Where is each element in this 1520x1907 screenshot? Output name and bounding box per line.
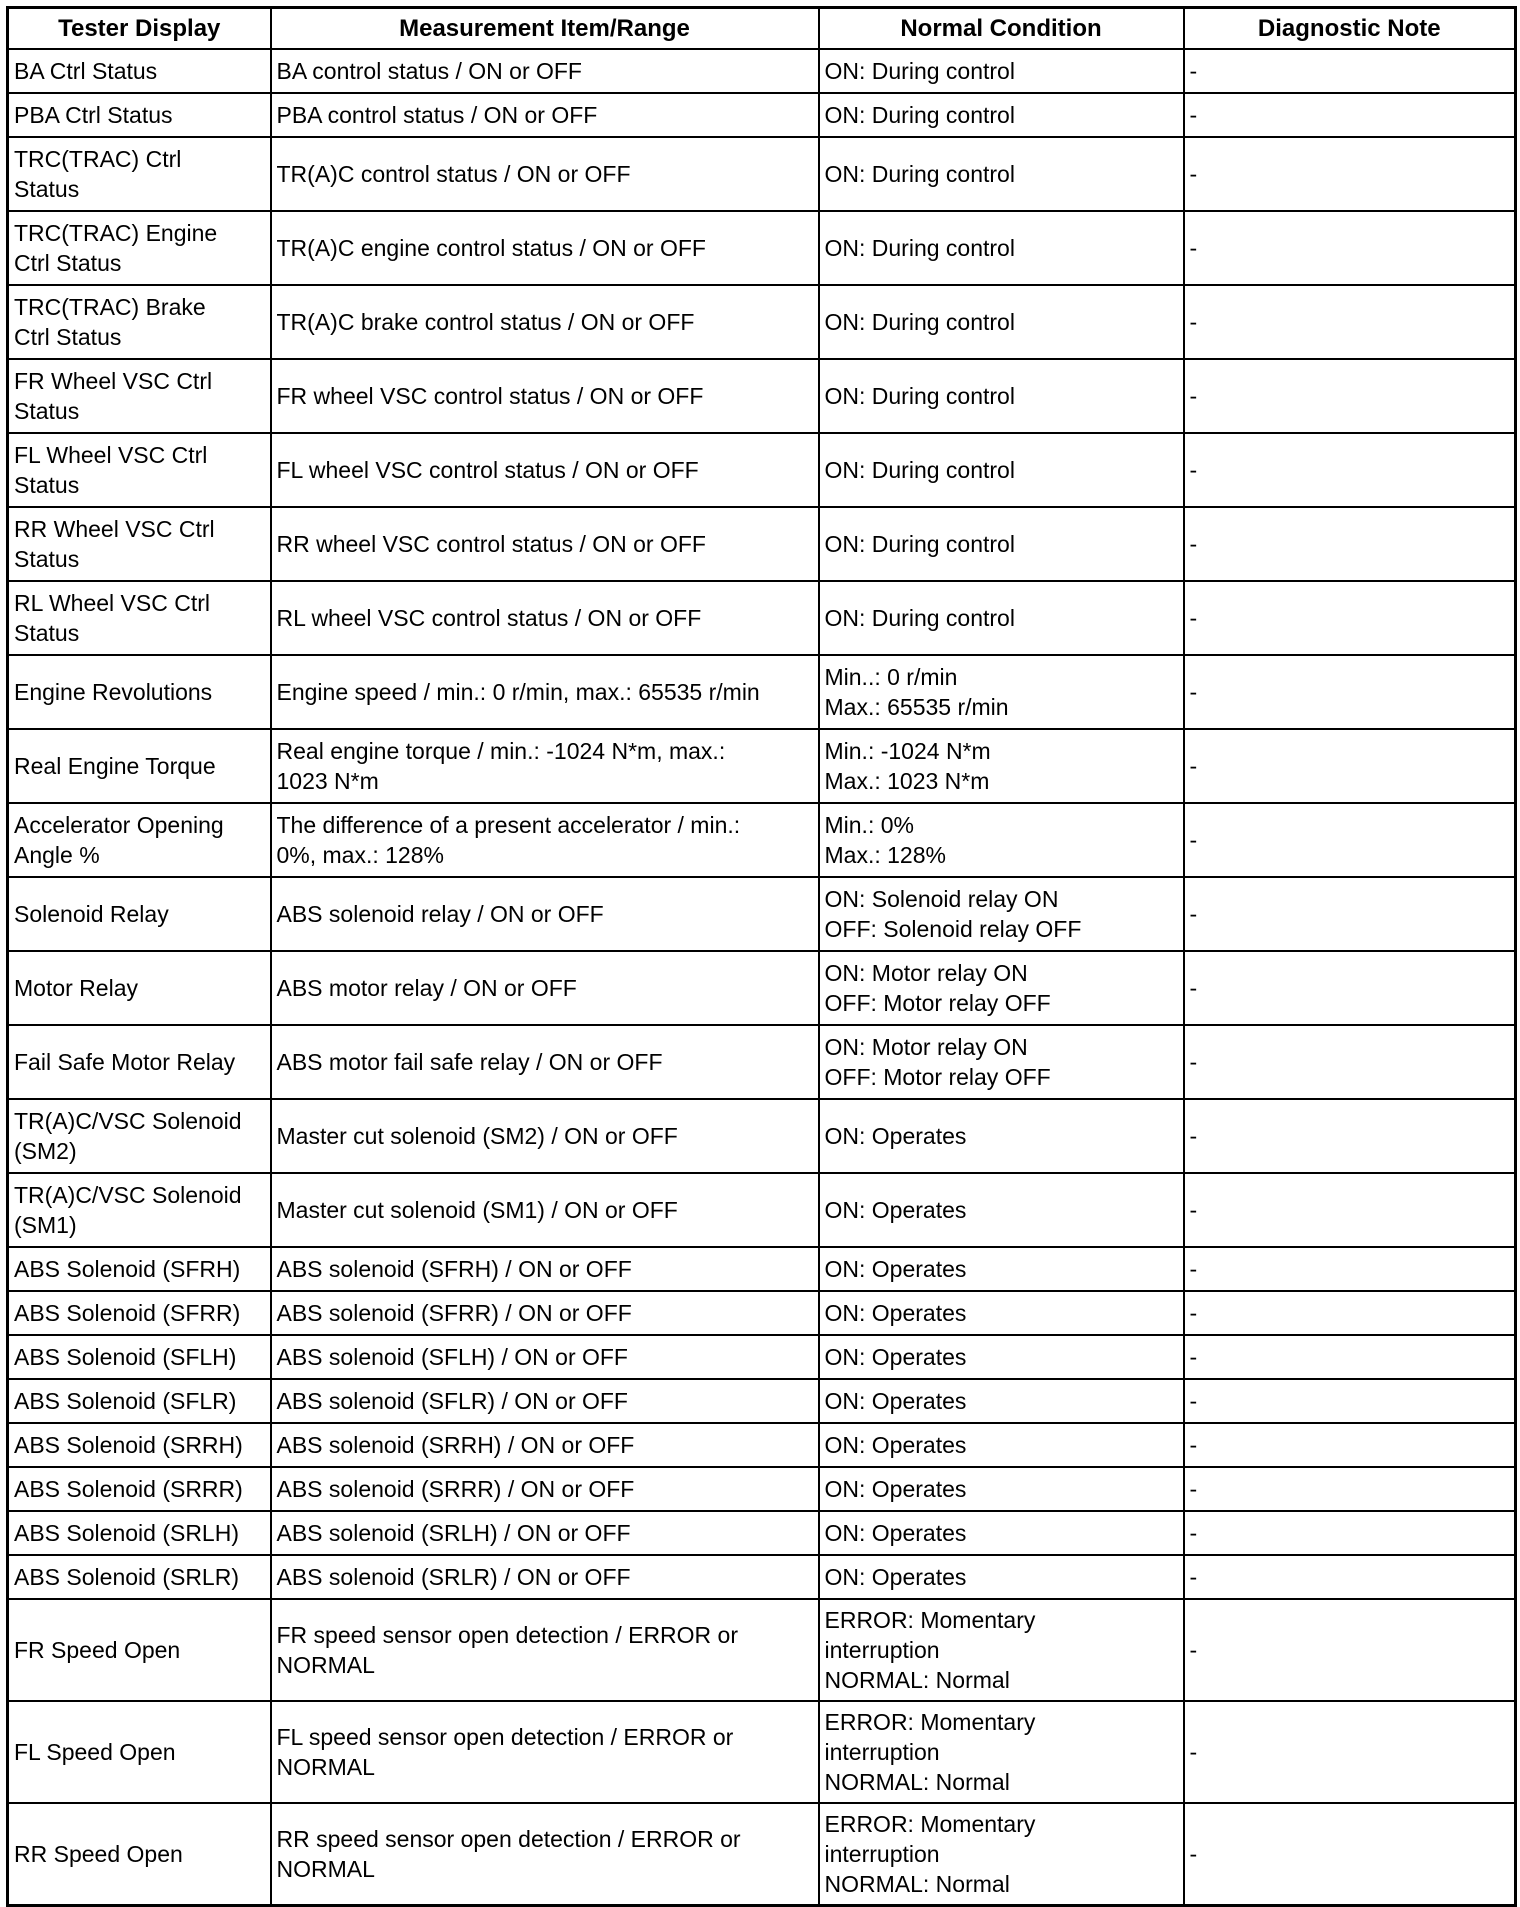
normal-condition-cell: ON: Operates (819, 1511, 1184, 1555)
tester-display-cell: BA Ctrl Status (8, 49, 271, 93)
normal-condition-cell: ERROR: Momentary interruption NORMAL: Normal (819, 1803, 1184, 1906)
normal-condition-cell: ON: Operates (819, 1423, 1184, 1467)
table-row (8, 1335, 1516, 1379)
tester-display-cell: ABS Solenoid (SRRR) (8, 1467, 271, 1511)
diagnostic-note-cell: - (1184, 137, 1516, 211)
normal-condition-cell: ON: During control (819, 507, 1184, 581)
normal-condition-cell: ON: During control (819, 93, 1184, 137)
table-row (8, 581, 1516, 655)
diagnostic-note-cell: - (1184, 359, 1516, 433)
tester-display-cell: Real Engine Torque (8, 729, 271, 803)
diagnostic-note-cell: - (1184, 1173, 1516, 1247)
table-row (8, 211, 1516, 285)
diagnostic-note-cell: - (1184, 285, 1516, 359)
table-row (8, 951, 1516, 1025)
measurement-item-cell: FL speed sensor open detection / ERROR or NORMAL (271, 1701, 819, 1803)
normal-condition-cell: ON: Operates (819, 1467, 1184, 1511)
tester-display-cell: Accelerator Opening Angle % (8, 803, 271, 877)
diagnostic-note-cell: - (1184, 655, 1516, 729)
diagnostic-note-cell: - (1184, 433, 1516, 507)
diagnostic-note-cell: - (1184, 951, 1516, 1025)
normal-condition-cell: ERROR: Momentary interruption NORMAL: Normal (819, 1701, 1184, 1803)
measurement-item-cell: ABS solenoid (SRLH) / ON or OFF (271, 1511, 819, 1555)
table-row (8, 1467, 1516, 1511)
header-diagnostic-note: Diagnostic Note (1184, 8, 1516, 50)
measurement-item-cell: ABS solenoid (SRRH) / ON or OFF (271, 1423, 819, 1467)
measurement-item-cell: PBA control status / ON or OFF (271, 93, 819, 137)
normal-condition-cell: ON: During control (819, 433, 1184, 507)
table-row (8, 1599, 1516, 1701)
measurement-item-cell: ABS motor fail safe relay / ON or OFF (271, 1025, 819, 1099)
tester-display-cell: Engine Revolutions (8, 655, 271, 729)
diagnostic-note-cell: - (1184, 1803, 1516, 1906)
table-row (8, 359, 1516, 433)
tester-display-cell: ABS Solenoid (SRLR) (8, 1555, 271, 1599)
diagnostic-note-cell: - (1184, 1555, 1516, 1599)
table-row (8, 729, 1516, 803)
table-row (8, 1555, 1516, 1599)
normal-condition-cell: ON: During control (819, 285, 1184, 359)
tester-display-cell: Solenoid Relay (8, 877, 271, 951)
measurement-item-cell: ABS motor relay / ON or OFF (271, 951, 819, 1025)
tester-display-cell: TRC(TRAC) Engine Ctrl Status (8, 211, 271, 285)
measurement-item-cell: The difference of a present accelerator / min.: 0%, max.: 128% (271, 803, 819, 877)
measurement-item-cell: Real engine torque / min.: -1024 N*m, max.: 1023 N*m (271, 729, 819, 803)
measurement-item-cell: Master cut solenoid (SM2) / ON or OFF (271, 1099, 819, 1173)
tester-display-cell: RR Speed Open (8, 1803, 271, 1906)
tester-display-cell: FR Wheel VSC Ctrl Status (8, 359, 271, 433)
measurement-item-cell: RL wheel VSC control status / ON or OFF (271, 581, 819, 655)
normal-condition-cell: ON: During control (819, 581, 1184, 655)
diagnostic-note-cell: - (1184, 729, 1516, 803)
table-row (8, 1803, 1516, 1906)
diagnostic-note-cell: - (1184, 877, 1516, 951)
normal-condition-cell: ON: During control (819, 49, 1184, 93)
diagnostic-note-cell: - (1184, 1599, 1516, 1701)
tester-display-cell: RR Wheel VSC Ctrl Status (8, 507, 271, 581)
tester-display-cell: TR(A)C/VSC Solenoid (SM2) (8, 1099, 271, 1173)
measurement-item-cell: FL wheel VSC control status / ON or OFF (271, 433, 819, 507)
measurement-item-cell: FR wheel VSC control status / ON or OFF (271, 359, 819, 433)
measurement-item-cell: Master cut solenoid (SM1) / ON or OFF (271, 1173, 819, 1247)
tester-display-cell: ABS Solenoid (SFLH) (8, 1335, 271, 1379)
diagnostic-note-cell: - (1184, 1099, 1516, 1173)
table-row (8, 1099, 1516, 1173)
table-row (8, 49, 1516, 93)
normal-condition-cell: ON: Operates (819, 1173, 1184, 1247)
tester-display-cell: TRC(TRAC) Ctrl Status (8, 137, 271, 211)
tester-display-cell: PBA Ctrl Status (8, 93, 271, 137)
diagnostic-note-cell: - (1184, 49, 1516, 93)
normal-condition-cell: Min..: 0 r/min Max.: 65535 r/min (819, 655, 1184, 729)
measurement-item-cell: TR(A)C brake control status / ON or OFF (271, 285, 819, 359)
data-list-table (6, 6, 1517, 1907)
table-row (8, 1025, 1516, 1099)
tester-display-cell: FR Speed Open (8, 1599, 271, 1701)
tester-display-cell: RL Wheel VSC Ctrl Status (8, 581, 271, 655)
normal-condition-cell: ON: During control (819, 211, 1184, 285)
table-row (8, 655, 1516, 729)
diagnostic-note-cell: - (1184, 93, 1516, 137)
diagnostic-note-cell: - (1184, 803, 1516, 877)
normal-condition-cell: ON: Solenoid relay ON OFF: Solenoid relay OFF (819, 877, 1184, 951)
diagnostic-note-cell: - (1184, 507, 1516, 581)
measurement-item-cell: BA control status / ON or OFF (271, 49, 819, 93)
header-measurement-item: Measurement Item/Range (271, 8, 819, 50)
tester-display-cell: ABS Solenoid (SFLR) (8, 1379, 271, 1423)
normal-condition-cell: Min.: 0% Max.: 128% (819, 803, 1184, 877)
table-header-row (8, 8, 1516, 50)
diagnostic-note-cell: - (1184, 1025, 1516, 1099)
normal-condition-cell: ON: Motor relay ON OFF: Motor relay OFF (819, 1025, 1184, 1099)
normal-condition-cell: ON: Operates (819, 1335, 1184, 1379)
diagnostic-note-cell: - (1184, 1423, 1516, 1467)
normal-condition-cell: ERROR: Momentary interruption NORMAL: Normal (819, 1599, 1184, 1701)
diagnostic-note-cell: - (1184, 1511, 1516, 1555)
measurement-item-cell: RR speed sensor open detection / ERROR or NORMAL (271, 1803, 819, 1906)
normal-condition-cell: ON: Operates (819, 1555, 1184, 1599)
measurement-item-cell: ABS solenoid (SFRH) / ON or OFF (271, 1247, 819, 1291)
diagnostic-note-cell: - (1184, 581, 1516, 655)
measurement-item-cell: TR(A)C engine control status / ON or OFF (271, 211, 819, 285)
diagnostic-note-cell: - (1184, 1467, 1516, 1511)
normal-condition-cell: ON: Operates (819, 1099, 1184, 1173)
measurement-item-cell: ABS solenoid (SRRR) / ON or OFF (271, 1467, 819, 1511)
table-row (8, 1511, 1516, 1555)
tester-display-cell: ABS Solenoid (SFRH) (8, 1247, 271, 1291)
diagnostic-note-cell: - (1184, 1247, 1516, 1291)
tester-display-cell: ABS Solenoid (SRLH) (8, 1511, 271, 1555)
tester-display-cell: Fail Safe Motor Relay (8, 1025, 271, 1099)
diagnostic-note-cell: - (1184, 1291, 1516, 1335)
tester-display-cell: FL Wheel VSC Ctrl Status (8, 433, 271, 507)
tester-display-cell: TR(A)C/VSC Solenoid (SM1) (8, 1173, 271, 1247)
tester-display-cell: ABS Solenoid (SRRH) (8, 1423, 271, 1467)
table-row (8, 1247, 1516, 1291)
measurement-item-cell: Engine speed / min.: 0 r/min, max.: 65535 r/min (271, 655, 819, 729)
diagnostic-data-list (6, 6, 1514, 1907)
measurement-item-cell: TR(A)C control status / ON or OFF (271, 137, 819, 211)
tester-display-cell: TRC(TRAC) Brake Ctrl Status (8, 285, 271, 359)
normal-condition-cell: ON: During control (819, 137, 1184, 211)
normal-condition-cell: ON: Motor relay ON OFF: Motor relay OFF (819, 951, 1184, 1025)
measurement-item-cell: ABS solenoid relay / ON or OFF (271, 877, 819, 951)
measurement-item-cell: RR wheel VSC control status / ON or OFF (271, 507, 819, 581)
table-row (8, 1173, 1516, 1247)
measurement-item-cell: ABS solenoid (SFLR) / ON or OFF (271, 1379, 819, 1423)
measurement-item-cell: ABS solenoid (SRLR) / ON or OFF (271, 1555, 819, 1599)
table-row (8, 1291, 1516, 1335)
header-normal-condition: Normal Condition (819, 8, 1184, 50)
diagnostic-note-cell: - (1184, 211, 1516, 285)
measurement-item-cell: ABS solenoid (SFLH) / ON or OFF (271, 1335, 819, 1379)
table-row (8, 285, 1516, 359)
tester-display-cell: FL Speed Open (8, 1701, 271, 1803)
tester-display-cell: Motor Relay (8, 951, 271, 1025)
normal-condition-cell: Min.: -1024 N*m Max.: 1023 N*m (819, 729, 1184, 803)
diagnostic-note-cell: - (1184, 1379, 1516, 1423)
measurement-item-cell: FR speed sensor open detection / ERROR or NORMAL (271, 1599, 819, 1701)
table-row (8, 433, 1516, 507)
normal-condition-cell: ON: Operates (819, 1379, 1184, 1423)
table-row (8, 93, 1516, 137)
normal-condition-cell: ON: Operates (819, 1291, 1184, 1335)
diagnostic-note-cell: - (1184, 1701, 1516, 1803)
table-row (8, 137, 1516, 211)
measurement-item-cell: ABS solenoid (SFRR) / ON or OFF (271, 1291, 819, 1335)
normal-condition-cell: ON: Operates (819, 1247, 1184, 1291)
table-row (8, 1701, 1516, 1803)
header-tester-display: Tester Display (8, 8, 271, 50)
table-row (8, 877, 1516, 951)
table-row (8, 1423, 1516, 1467)
tester-display-cell: ABS Solenoid (SFRR) (8, 1291, 271, 1335)
diagnostic-note-cell: - (1184, 1335, 1516, 1379)
table-row (8, 1379, 1516, 1423)
normal-condition-cell: ON: During control (819, 359, 1184, 433)
table-row (8, 507, 1516, 581)
table-row (8, 803, 1516, 877)
